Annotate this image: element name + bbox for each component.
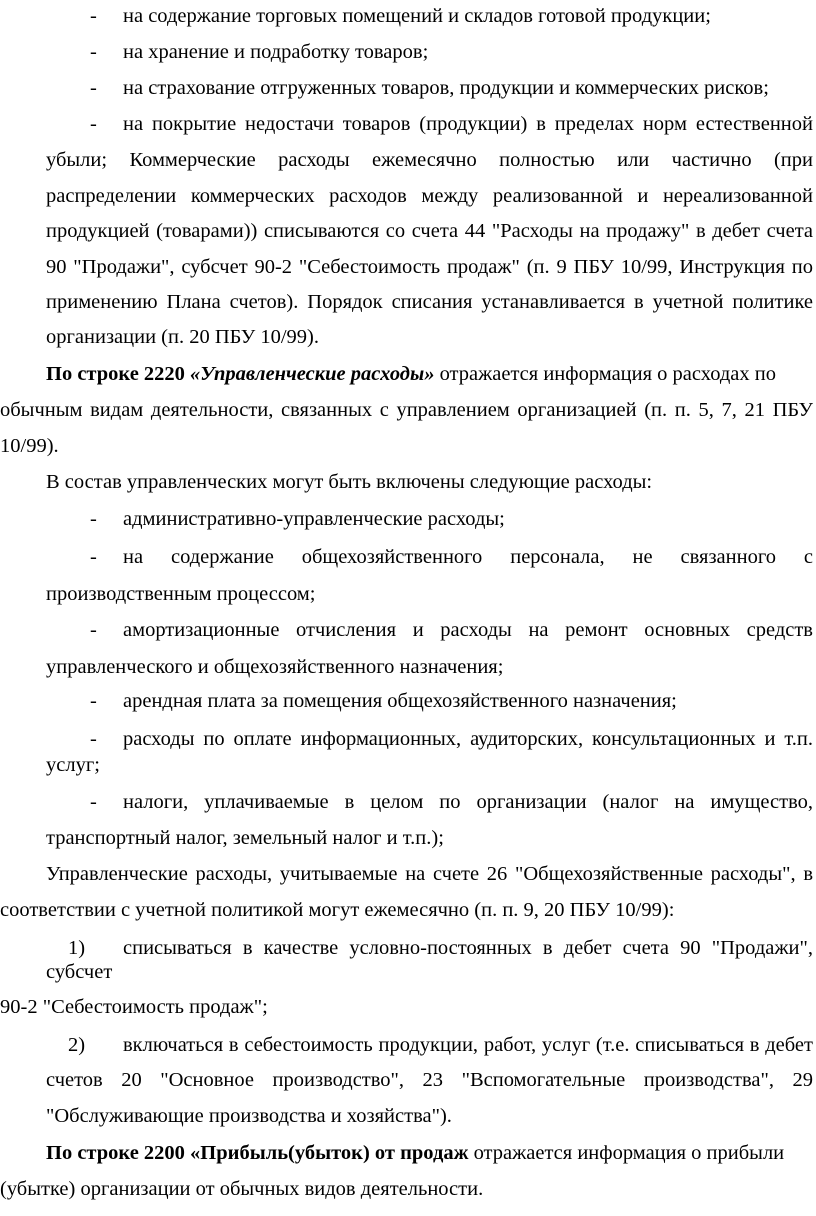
- list-item: на содержание общехозяйственного персонала, не связанного с: [123, 546, 813, 568]
- line-reference: По строке 2200 «Прибыль(убыток) от продаж: [46, 1142, 469, 1164]
- list-number: 1): [68, 937, 86, 959]
- list-dash: -: [90, 728, 97, 750]
- text-line: субсчет: [46, 961, 113, 983]
- list-item: на покрытие недостачи товаров (продукции) в пределах норм естественной: [123, 113, 813, 135]
- list-dash: -: [90, 791, 97, 813]
- text-line: организации (п. 20 ПБУ 10/99).: [46, 326, 319, 348]
- text-line: Управленческие расходы, учитываемые на счете 26 "Общехозяйственные расходы", в: [46, 863, 813, 885]
- list-item: на содержание торговых помещений и складов готовой продукции;: [123, 5, 711, 27]
- text-segment: отражается информация о прибыли: [468, 1142, 785, 1164]
- list-item: на хранение и подработку товаров;: [123, 41, 429, 63]
- text-line: счетов 20 "Основное производство", 23 "Вспомогательные производства", 29: [46, 1069, 813, 1091]
- paragraph-2200-first-line: [46, 1141, 784, 1165]
- list-dash: -: [90, 5, 97, 27]
- list-item: списываться в качестве условно-постоянных в дебет счета 90 "Продажи",: [123, 937, 813, 959]
- text-line: услуг;: [46, 754, 100, 776]
- list-item: включаться в себестоимость продукции, работ, услуг (т.е. списываться в дебет: [123, 1034, 813, 1056]
- line-reference: По строке 2220: [46, 363, 191, 385]
- list-item: налоги, уплачиваемые в целом по организации (налог на имущество,: [123, 791, 813, 813]
- text-line: "Обслуживающие производства и хозяйства").: [46, 1105, 452, 1127]
- text-line: убыли; Коммерческие расходы ежемесячно полностью или частично (при: [46, 149, 813, 171]
- text-line: 90 "Продажи", субсчет 90-2 "Себестоимость продаж" (п. 9 ПБУ 10/99, Инструкция по: [46, 256, 813, 278]
- paragraph-2220-first-line: [46, 362, 776, 386]
- list-dash: -: [90, 690, 97, 712]
- line-title: «Управленческие расходы»: [190, 363, 435, 385]
- list-dash: -: [90, 113, 97, 135]
- list-item: административно-управленческие расходы;: [123, 508, 505, 530]
- text-line: 10/99).: [0, 435, 59, 457]
- list-dash: -: [90, 508, 97, 530]
- list-item: на страхование отгруженных товаров, продукции и коммерческих рисков;: [123, 77, 769, 99]
- text-line: 90-2 "Себестоимость продаж";: [0, 996, 268, 1018]
- list-dash: -: [90, 77, 97, 99]
- text-line: применению Плана счетов). Порядок списания устанавливается в учетной политике: [46, 291, 813, 313]
- text-line: продукцией (товарами)) списываются со счета 44 "Расходы на продажу" в дебет счета: [46, 220, 813, 242]
- text-line: соответствии с учетной политикой могут ежемесячно (п. п. 9, 20 ПБУ 10/99):: [0, 899, 675, 921]
- text-line: обычным видам деятельности, связанных с управлением организацией (п. п. 5, 7, 21 ПБУ: [0, 399, 813, 421]
- list-item: амортизационные отчисления и расходы на ремонт основных средств: [123, 619, 813, 641]
- text-line: В состав управленческих могут быть включены следующие расходы:: [46, 471, 653, 493]
- list-item: арендная плата за помещения общехозяйственного назначения;: [123, 690, 677, 712]
- list-item: расходы по оплате информационных, аудиторских, консультационных и т.п.: [123, 728, 813, 750]
- text-line: производственным процессом;: [46, 583, 316, 605]
- list-dash: -: [90, 546, 97, 568]
- list-number: 2): [68, 1034, 86, 1056]
- text-line: (убытке) организации от обычных видов деятельности.: [0, 1178, 484, 1200]
- text-line: распределении коммерческих расходов между реализованной и нереализованной: [46, 185, 813, 207]
- list-dash: -: [90, 41, 97, 63]
- text-line: управленческого и общехозяйственного назначения;: [46, 656, 504, 678]
- text-line: транспортный налог, земельный налог и т.п.);: [46, 827, 444, 849]
- list-dash: -: [90, 619, 97, 641]
- text-segment: отражается информация о расходах по: [434, 363, 776, 385]
